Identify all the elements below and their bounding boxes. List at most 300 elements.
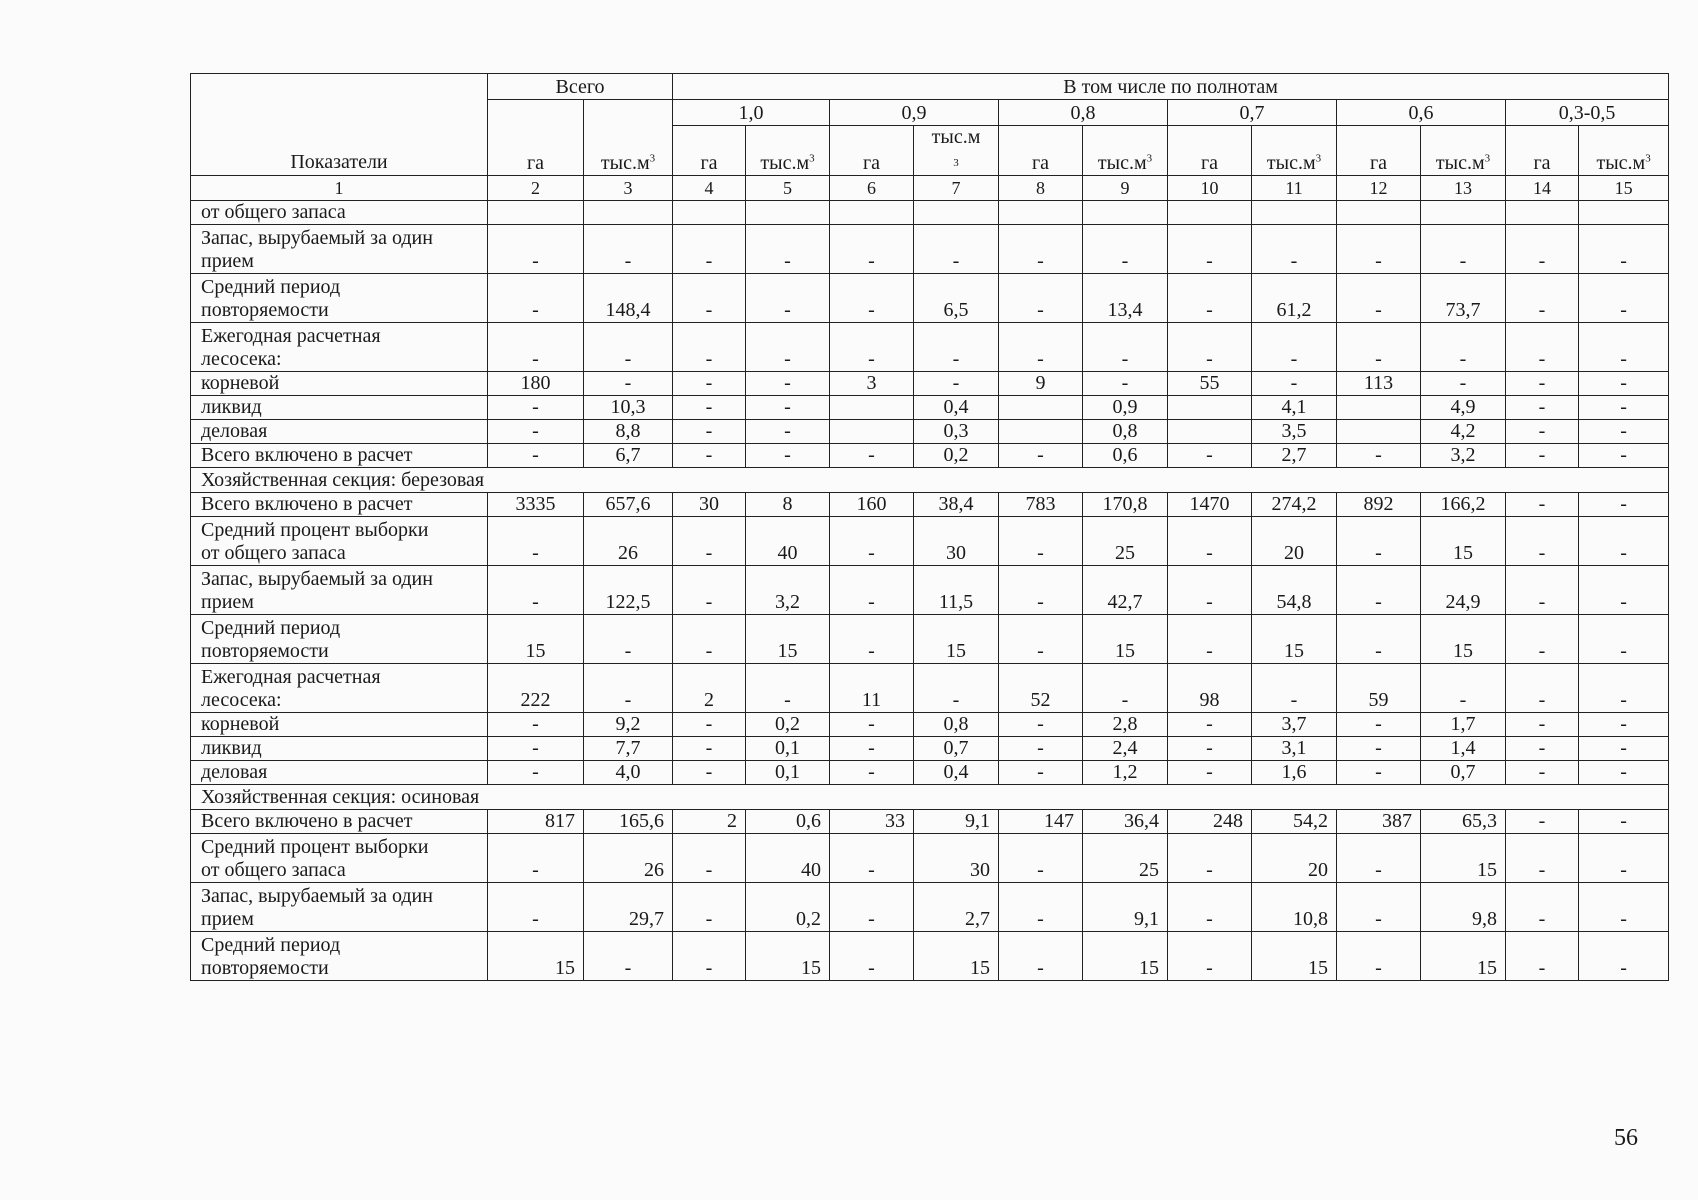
table-row xyxy=(191,615,1669,664)
table-cell: - xyxy=(1579,225,1669,274)
table-cell: - xyxy=(914,664,999,713)
table-cell: - xyxy=(673,566,746,615)
table-cell: - xyxy=(746,420,830,444)
row-label-line1: Ежегодная расчетная xyxy=(201,666,381,688)
table-cell: 3,5 xyxy=(1252,420,1337,444)
table-cell: 38,4 xyxy=(914,493,999,517)
table-cell: 54,2 xyxy=(1252,810,1337,834)
table-cell: 55 xyxy=(1168,372,1252,396)
table-cell: - xyxy=(1337,615,1421,664)
row-label-line2: повторяемости xyxy=(201,299,329,321)
table-row xyxy=(191,713,1669,737)
row-label-line2: прием xyxy=(201,591,254,613)
table-cell xyxy=(830,396,914,420)
table-cell: 0,8 xyxy=(914,713,999,737)
table-cell: - xyxy=(488,396,584,420)
table-row xyxy=(191,493,1669,517)
table-cell: 24,9 xyxy=(1421,566,1506,615)
table-cell: - xyxy=(1506,883,1579,932)
table-cell: - xyxy=(1506,615,1579,664)
table-cell: 30 xyxy=(673,493,746,517)
table-cell: 160 xyxy=(830,493,914,517)
table-cell: 40 xyxy=(746,834,830,883)
unit-vol-text: тыс.м xyxy=(1266,152,1316,174)
table-cell: - xyxy=(488,274,584,323)
table-cell: - xyxy=(488,713,584,737)
table-cell: - xyxy=(1579,396,1669,420)
table-cell: 274,2 xyxy=(1252,493,1337,517)
table-cell: - xyxy=(1506,372,1579,396)
table-cell: - xyxy=(999,225,1083,274)
density-header: 0,9 xyxy=(830,100,999,126)
column-number: 3 xyxy=(584,176,673,201)
row-label xyxy=(191,517,488,566)
table-cell xyxy=(584,201,673,225)
table-cell: 65,3 xyxy=(1421,810,1506,834)
table-cell: 1,7 xyxy=(1421,713,1506,737)
unit-vol-header xyxy=(1579,126,1669,176)
table-cell: - xyxy=(830,517,914,566)
table-cell: 892 xyxy=(1337,493,1421,517)
column-number-row xyxy=(191,176,1669,201)
table-cell: - xyxy=(488,420,584,444)
unit-vol-text: тыс.м xyxy=(931,126,981,148)
column-number: 6 xyxy=(830,176,914,201)
table-cell: 15 xyxy=(914,615,999,664)
row-label xyxy=(191,664,488,713)
column-number: 1 xyxy=(191,176,488,201)
table-cell: 15 xyxy=(746,932,830,981)
table-cell xyxy=(1337,201,1421,225)
table-cell: 25 xyxy=(1083,517,1168,566)
table-cell: - xyxy=(999,615,1083,664)
table-cell: 2,8 xyxy=(1083,713,1168,737)
table-cell: - xyxy=(999,737,1083,761)
table-cell: - xyxy=(673,517,746,566)
table-cell: 3 xyxy=(830,372,914,396)
table-cell: 222 xyxy=(488,664,584,713)
table-cell: - xyxy=(914,225,999,274)
table-cell: 4,9 xyxy=(1421,396,1506,420)
table-cell: 10,3 xyxy=(584,396,673,420)
unit-sup: 3 xyxy=(1645,152,1651,165)
unit-vol-header xyxy=(1421,126,1506,176)
table-cell xyxy=(830,420,914,444)
table-cell: - xyxy=(584,323,673,372)
table-row xyxy=(191,225,1669,274)
table-row xyxy=(191,834,1669,883)
table-cell xyxy=(1421,201,1506,225)
table-cell: 15 xyxy=(1421,932,1506,981)
table-cell: - xyxy=(673,225,746,274)
table-cell: 0,3 xyxy=(914,420,999,444)
table-cell: - xyxy=(1579,372,1669,396)
table-cell: 9,1 xyxy=(1083,883,1168,932)
table-cell: 113 xyxy=(1337,372,1421,396)
table-row xyxy=(191,664,1669,713)
table-cell: - xyxy=(1579,274,1669,323)
table-cell: 0,2 xyxy=(914,444,999,468)
table-cell: - xyxy=(1421,323,1506,372)
unit-sup: 3 xyxy=(1146,152,1153,165)
table-cell: - xyxy=(1337,517,1421,566)
unit-ha-header: га xyxy=(830,126,914,176)
row-label-line1: Средний период xyxy=(201,276,341,298)
table-cell: 0,1 xyxy=(746,761,830,785)
table-header xyxy=(191,74,1669,201)
document-sheet xyxy=(190,73,1668,981)
unit-vol-text: тыс.м xyxy=(1435,152,1485,174)
total-ha-header: га xyxy=(488,100,584,176)
row-label-line2: прием xyxy=(201,908,254,930)
table-cell: 30 xyxy=(914,517,999,566)
table-cell: - xyxy=(673,323,746,372)
table-cell: - xyxy=(1579,420,1669,444)
table-cell: - xyxy=(1168,883,1252,932)
table-cell: - xyxy=(1579,323,1669,372)
table-cell: - xyxy=(999,883,1083,932)
table-cell: - xyxy=(999,932,1083,981)
table-cell: - xyxy=(830,761,914,785)
table-cell: 15 xyxy=(1252,615,1337,664)
table-cell: - xyxy=(1506,932,1579,981)
table-cell: 6,5 xyxy=(914,274,999,323)
column-number: 5 xyxy=(746,176,830,201)
table-cell: - xyxy=(1337,883,1421,932)
table-cell: 33 xyxy=(830,810,914,834)
table-cell: - xyxy=(999,566,1083,615)
row-label: деловая xyxy=(191,420,488,444)
table-cell: 73,7 xyxy=(1421,274,1506,323)
column-number: 13 xyxy=(1421,176,1506,201)
section-title: Хозяйственная секция: березовая xyxy=(191,468,1669,493)
table-cell: 15 xyxy=(1421,517,1506,566)
table-cell: 15 xyxy=(746,615,830,664)
unit-sup: 3 xyxy=(1484,152,1491,165)
table-cell: - xyxy=(1252,323,1337,372)
table-cell: 248 xyxy=(1168,810,1252,834)
unit-ha-header: га xyxy=(999,126,1083,176)
table-cell: - xyxy=(1168,274,1252,323)
density-header: 0,3-0,5 xyxy=(1506,100,1669,126)
table-cell: - xyxy=(999,517,1083,566)
table-cell: - xyxy=(830,274,914,323)
table-cell: 20 xyxy=(1252,834,1337,883)
row-label-line1: Запас, вырубаемый за один xyxy=(201,568,433,590)
table-cell: - xyxy=(1506,761,1579,785)
table-cell: 165,6 xyxy=(584,810,673,834)
table-cell: - xyxy=(1506,444,1579,468)
table-cell: 10,8 xyxy=(1252,883,1337,932)
column-number: 14 xyxy=(1506,176,1579,201)
table-cell xyxy=(673,201,746,225)
table-cell: 15 xyxy=(1083,932,1168,981)
table-cell: 59 xyxy=(1337,664,1421,713)
section-row xyxy=(191,785,1669,810)
table-cell: - xyxy=(999,834,1083,883)
table-cell: - xyxy=(1168,761,1252,785)
unit-vol-text: тыс.м xyxy=(1097,152,1147,174)
table-cell: 9,8 xyxy=(1421,883,1506,932)
row-label-line2: от общего запаса xyxy=(201,859,346,881)
table-cell: 26 xyxy=(584,517,673,566)
table-cell: - xyxy=(830,932,914,981)
table-cell xyxy=(1252,201,1337,225)
table-cell: 122,5 xyxy=(584,566,673,615)
unit-sup: 3 xyxy=(1315,152,1322,165)
table-cell: - xyxy=(1506,323,1579,372)
table-cell: 3,1 xyxy=(1252,737,1337,761)
table-cell: - xyxy=(999,274,1083,323)
table-cell: 6,7 xyxy=(584,444,673,468)
table-cell: - xyxy=(673,713,746,737)
table-row xyxy=(191,396,1669,420)
table-cell: 9,1 xyxy=(914,810,999,834)
table-cell: - xyxy=(1168,713,1252,737)
section-row xyxy=(191,468,1669,493)
row-label: корневой xyxy=(191,713,488,737)
table-cell: - xyxy=(1168,323,1252,372)
column-number: 8 xyxy=(999,176,1083,201)
table-cell: - xyxy=(1579,566,1669,615)
row-label: Всего включено в расчет xyxy=(191,444,488,468)
table-cell: - xyxy=(488,834,584,883)
table-cell: - xyxy=(1506,737,1579,761)
table-cell: - xyxy=(1506,493,1579,517)
table-cell: - xyxy=(1579,713,1669,737)
table-cell: - xyxy=(673,761,746,785)
table-cell: - xyxy=(584,372,673,396)
table-cell: - xyxy=(746,396,830,420)
table-cell: 20 xyxy=(1252,517,1337,566)
table-cell: 2 xyxy=(673,664,746,713)
column-number: 4 xyxy=(673,176,746,201)
table-cell: - xyxy=(1579,444,1669,468)
table-cell: 0,2 xyxy=(746,883,830,932)
row-label xyxy=(191,274,488,323)
table-cell: - xyxy=(746,664,830,713)
density-header: 0,7 xyxy=(1168,100,1337,126)
table-cell: 8 xyxy=(746,493,830,517)
table-cell: 15 xyxy=(1083,615,1168,664)
table-cell: - xyxy=(1506,517,1579,566)
unit-vol-text: тыс.м xyxy=(1596,152,1646,174)
table-cell: - xyxy=(584,225,673,274)
table-cell xyxy=(488,201,584,225)
table-cell: 1,4 xyxy=(1421,737,1506,761)
table-cell: - xyxy=(673,444,746,468)
table-cell: - xyxy=(1506,810,1579,834)
table-cell: 3335 xyxy=(488,493,584,517)
table-cell: 0,1 xyxy=(746,737,830,761)
table-cell xyxy=(914,201,999,225)
table-cell: 0,4 xyxy=(914,396,999,420)
table-cell xyxy=(1579,201,1669,225)
unit-ha-header: га xyxy=(1168,126,1252,176)
column-number: 10 xyxy=(1168,176,1252,201)
table-row xyxy=(191,932,1669,981)
table-cell: 15 xyxy=(1421,615,1506,664)
table-cell: - xyxy=(1083,225,1168,274)
row-label xyxy=(191,883,488,932)
table-cell: - xyxy=(1506,566,1579,615)
table-cell: - xyxy=(673,420,746,444)
row-label: от общего запаса xyxy=(191,201,488,225)
row-label-line1: Средний процент выборки xyxy=(201,519,429,541)
table-cell: - xyxy=(914,372,999,396)
table-cell: 98 xyxy=(1168,664,1252,713)
table-row xyxy=(191,420,1669,444)
table-cell: - xyxy=(584,932,673,981)
row-label-line2: повторяемости xyxy=(201,957,329,979)
table-cell: 11 xyxy=(830,664,914,713)
table-cell xyxy=(1337,420,1421,444)
table-cell: 4,0 xyxy=(584,761,673,785)
table-cell: 2,4 xyxy=(1083,737,1168,761)
table-cell xyxy=(1506,201,1579,225)
table-row xyxy=(191,372,1669,396)
table-cell xyxy=(830,201,914,225)
column-number: 12 xyxy=(1337,176,1421,201)
table-cell: - xyxy=(1421,225,1506,274)
unit-vol-text: тыс.м xyxy=(600,152,650,174)
table-cell: - xyxy=(1337,274,1421,323)
table-cell: - xyxy=(1168,444,1252,468)
section-title: Хозяйственная секция: осиновая xyxy=(191,785,1669,810)
unit-ha-header: га xyxy=(1506,126,1579,176)
table-cell xyxy=(999,201,1083,225)
table-cell: 36,4 xyxy=(1083,810,1168,834)
table-cell: - xyxy=(1168,737,1252,761)
table-cell: - xyxy=(1252,225,1337,274)
table-cell: - xyxy=(1083,323,1168,372)
table-cell: - xyxy=(1579,517,1669,566)
table-cell: 42,7 xyxy=(1083,566,1168,615)
table-cell: - xyxy=(830,615,914,664)
table-cell: 1470 xyxy=(1168,493,1252,517)
table-cell: - xyxy=(673,932,746,981)
table-cell: - xyxy=(1579,834,1669,883)
table-cell xyxy=(999,420,1083,444)
table-cell: - xyxy=(488,566,584,615)
row-label: Всего включено в расчет xyxy=(191,493,488,517)
table-cell: - xyxy=(488,517,584,566)
table-cell: 9 xyxy=(999,372,1083,396)
table-cell: 40 xyxy=(746,517,830,566)
table-cell: - xyxy=(1252,372,1337,396)
table-cell: 15 xyxy=(1421,834,1506,883)
table-cell: - xyxy=(1083,372,1168,396)
table-cell: 61,2 xyxy=(1252,274,1337,323)
table-cell: - xyxy=(1337,323,1421,372)
table-cell: - xyxy=(673,615,746,664)
table-cell: 0,9 xyxy=(1083,396,1168,420)
table-cell: - xyxy=(914,323,999,372)
table-cell: - xyxy=(1579,810,1669,834)
row-label xyxy=(191,615,488,664)
table-row xyxy=(191,274,1669,323)
table-cell: - xyxy=(673,883,746,932)
row-label xyxy=(191,932,488,981)
column-number: 9 xyxy=(1083,176,1168,201)
table-cell: - xyxy=(488,444,584,468)
table-cell: 54,8 xyxy=(1252,566,1337,615)
forest-stock-table xyxy=(190,73,1669,981)
table-cell: - xyxy=(1421,664,1506,713)
row-label-line2: лесосека: xyxy=(201,689,282,711)
row-label: ликвид xyxy=(191,396,488,420)
total-header: Всего xyxy=(488,74,673,100)
table-cell: - xyxy=(830,713,914,737)
table-cell: - xyxy=(830,834,914,883)
table-cell: 15 xyxy=(1252,932,1337,981)
table-cell: 52 xyxy=(999,664,1083,713)
table-cell: 1,6 xyxy=(1252,761,1337,785)
table-row xyxy=(191,761,1669,785)
indicators-header: Показатели xyxy=(191,74,488,176)
row-label-line1: Средний период xyxy=(201,617,341,639)
table-cell: - xyxy=(1083,664,1168,713)
table-cell: 387 xyxy=(1337,810,1421,834)
table-cell: 9,2 xyxy=(584,713,673,737)
row-label-line2: лесосека: xyxy=(201,348,282,370)
table-cell xyxy=(1168,420,1252,444)
table-cell: - xyxy=(1579,932,1669,981)
column-number: 2 xyxy=(488,176,584,201)
table-cell: 30 xyxy=(914,834,999,883)
table-cell: 657,6 xyxy=(584,493,673,517)
unit-sup: 3 xyxy=(809,152,815,165)
row-label xyxy=(191,225,488,274)
table-cell: - xyxy=(1579,493,1669,517)
table-cell: - xyxy=(1579,737,1669,761)
table-cell: - xyxy=(1506,274,1579,323)
table-cell: - xyxy=(1579,761,1669,785)
table-cell: - xyxy=(673,834,746,883)
table-cell: 15 xyxy=(488,615,584,664)
table-cell: - xyxy=(488,323,584,372)
table-cell xyxy=(1083,201,1168,225)
table-body xyxy=(191,201,1669,981)
unit-sup: 3 xyxy=(953,157,959,169)
table-cell: - xyxy=(584,664,673,713)
table-cell: - xyxy=(673,396,746,420)
row-label xyxy=(191,566,488,615)
density-header: 1,0 xyxy=(673,100,830,126)
table-cell: - xyxy=(1337,761,1421,785)
table-cell: 817 xyxy=(488,810,584,834)
table-cell: 0,6 xyxy=(1083,444,1168,468)
table-cell: 4,1 xyxy=(1252,396,1337,420)
row-label-line1: Ежегодная расчетная xyxy=(201,325,381,347)
table-cell: - xyxy=(1579,664,1669,713)
table-cell: - xyxy=(1506,834,1579,883)
table-cell: - xyxy=(830,883,914,932)
table-cell: - xyxy=(1579,883,1669,932)
total-vol-header xyxy=(584,100,673,176)
table-cell: - xyxy=(673,274,746,323)
table-row xyxy=(191,566,1669,615)
table-cell: - xyxy=(488,761,584,785)
row-label xyxy=(191,323,488,372)
table-cell: 7,7 xyxy=(584,737,673,761)
table-cell: - xyxy=(1168,615,1252,664)
table-cell: 166,2 xyxy=(1421,493,1506,517)
table-cell: - xyxy=(1506,420,1579,444)
table-cell: 11,5 xyxy=(914,566,999,615)
table-cell: 15 xyxy=(488,932,584,981)
unit-vol-header xyxy=(1252,126,1337,176)
